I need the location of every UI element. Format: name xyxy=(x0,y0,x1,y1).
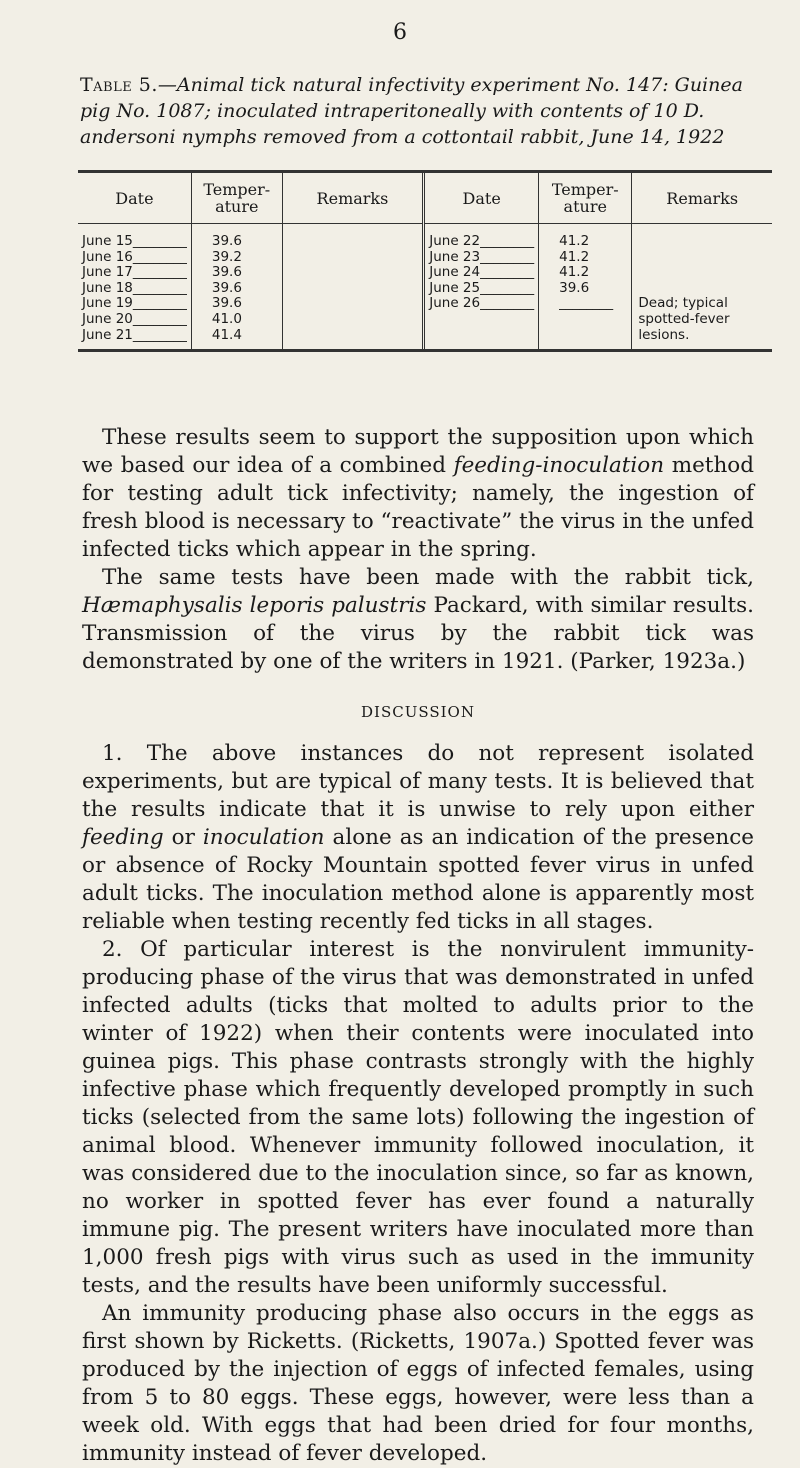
cell-empty xyxy=(424,312,539,328)
cell-date: June 19________ xyxy=(82,295,187,312)
cell-remarks xyxy=(282,224,424,250)
emphasis: feeding-inoculation xyxy=(453,453,665,478)
cell-temperature: 39.6 xyxy=(539,281,632,297)
cell-date: June 26________ xyxy=(424,296,539,312)
cell-date: June 16________ xyxy=(82,248,187,265)
text-run: 1. The above instances do not represent isolated experiments, but are typical of many tests. It is believed that the results indicate that it is unwise to rely upon either xyxy=(82,741,754,822)
cell-remarks xyxy=(632,281,772,297)
text-run: alone as an indication of the presence or absence of Rocky Mountain spotted fever virus in unfed adult ticks. The inoculation method alone is apparently most reliable when testing recently fed ticks in all stages. xyxy=(82,825,755,934)
cell-temperature: 41.2 xyxy=(539,250,632,266)
cell-remarks xyxy=(282,328,424,350)
text-run: Packard, with similar results. Transmission of the virus by the rabbit tick was demonstrated by one of the writers in 1921. (Parker, 1923a.) xyxy=(82,593,754,674)
cell-date: June 15________ xyxy=(82,233,187,249)
table-row xyxy=(78,281,772,297)
cell-temperature: 39.2 xyxy=(191,250,282,266)
emphasis: feeding xyxy=(82,825,164,850)
section-heading: DISCUSSION xyxy=(361,703,475,721)
temperature-table xyxy=(78,173,772,349)
cell-remarks xyxy=(282,296,424,312)
cell-date: June 23________ xyxy=(424,250,539,266)
table-row xyxy=(78,250,772,266)
cell-empty xyxy=(424,328,539,350)
header-temperature-left: Temper-ature xyxy=(191,173,282,224)
header-remarks-left: Remarks xyxy=(282,173,424,224)
cell-date: June 21________ xyxy=(82,326,187,343)
table-label: Table 5. xyxy=(80,74,158,96)
emphasis: inoculation xyxy=(202,825,325,850)
paragraph xyxy=(82,564,754,676)
species-name: Hæmaphysalis leporis palustris xyxy=(82,593,427,618)
header-date-left: Date xyxy=(78,173,191,224)
page-number: 6 xyxy=(393,20,407,45)
cell-empty xyxy=(539,312,632,328)
cell-remarks xyxy=(632,224,772,250)
header-remarks-right: Remarks xyxy=(632,173,772,224)
cell-remarks xyxy=(282,265,424,281)
cell-remarks: Dead; typical spotted-fever lesions. xyxy=(632,296,772,349)
cell-remarks xyxy=(282,281,424,297)
cell-date: June 18________ xyxy=(82,279,187,296)
table-row xyxy=(78,265,772,281)
table-caption xyxy=(80,72,750,150)
cell-remarks xyxy=(632,265,772,281)
text-run: method for testing adult tick infectivity; namely, the ingestion of fresh blood is necessary to “reactivate” the virus in the unfed infected ticks which appear in the spring. xyxy=(82,453,754,562)
body-text xyxy=(82,424,754,1468)
table-row xyxy=(78,224,772,250)
paragraph: 2. Of particular interest is the nonvirulent immunity-producing phase of the virus that was demonstrated in unfed infected adults (ticks that molted to adults prior to the winter of 1922) when their contents were inoculated into guinea pigs. This phase contrasts strongly with the highly infective phase which frequently developed promptly in such ticks (selected from the same lots) following the ingestion of animal blood. Whenever immunity followed inoculation, it was considered due to the inoculation since, so far as known, no worker in spotted fever has ever found a naturally immune pig. The present writers have inoculated more than 1,000 fresh pigs with virus such as used in the immunity tests, and the results have been uniformly successful. xyxy=(82,937,754,1298)
cell-temperature: 39.6 xyxy=(191,224,282,250)
paragraph: An immunity producing phase also occurs in the eggs as first shown by Ricketts. (Ricketts, 1907a.) Spotted fever was produced by the injection of eggs of infected females, using from 5 to 80 eggs. These eggs, however, were less than a week old. With eggs that had been dried for four months, immunity instead of fever developed. xyxy=(82,1301,754,1466)
cell-remarks xyxy=(282,312,424,328)
cell-temperature: 39.6 xyxy=(191,296,282,312)
cell-temperature: 41.0 xyxy=(191,312,282,328)
table-caption-text: —Animal tick natural infectivity experiment No. 147: Guinea pig No. 1087; inoculated intraperitoneally with contents of 10 D. andersoni nymphs removed from a cottontail rabbit, June 14, 1922 xyxy=(80,74,743,148)
header-temperature-right: Temper-ature xyxy=(539,173,632,224)
table-header-row xyxy=(78,173,772,224)
text-run: The same tests have been made with the rabbit tick, xyxy=(102,565,754,590)
cell-date: June 22________ xyxy=(424,224,539,250)
data-table-container xyxy=(78,170,772,352)
cell-date: June 25________ xyxy=(424,281,539,297)
cell-date: June 17________ xyxy=(82,264,187,281)
cell-temperature: 41.2 xyxy=(539,265,632,281)
text-run: These results seem to support the supposition upon which we based our idea of a combined xyxy=(82,425,754,478)
cell-temperature: 41.4 xyxy=(191,328,282,350)
cell-temperature: 41.2 xyxy=(539,224,632,250)
cell-temperature: 39.6 xyxy=(191,265,282,281)
table-row xyxy=(78,296,772,312)
cell-remarks xyxy=(632,250,772,266)
cell-temperature: ________ xyxy=(539,296,632,312)
table-body xyxy=(78,224,772,350)
cell-empty xyxy=(539,328,632,350)
paragraph xyxy=(82,424,754,564)
cell-date: June 24________ xyxy=(424,265,539,281)
paragraph xyxy=(82,740,754,936)
header-date-right: Date xyxy=(424,173,539,224)
cell-date: June 20________ xyxy=(82,310,187,327)
text-run: or xyxy=(171,825,195,850)
cell-remarks xyxy=(282,250,424,266)
cell-temperature: 39.6 xyxy=(191,281,282,297)
